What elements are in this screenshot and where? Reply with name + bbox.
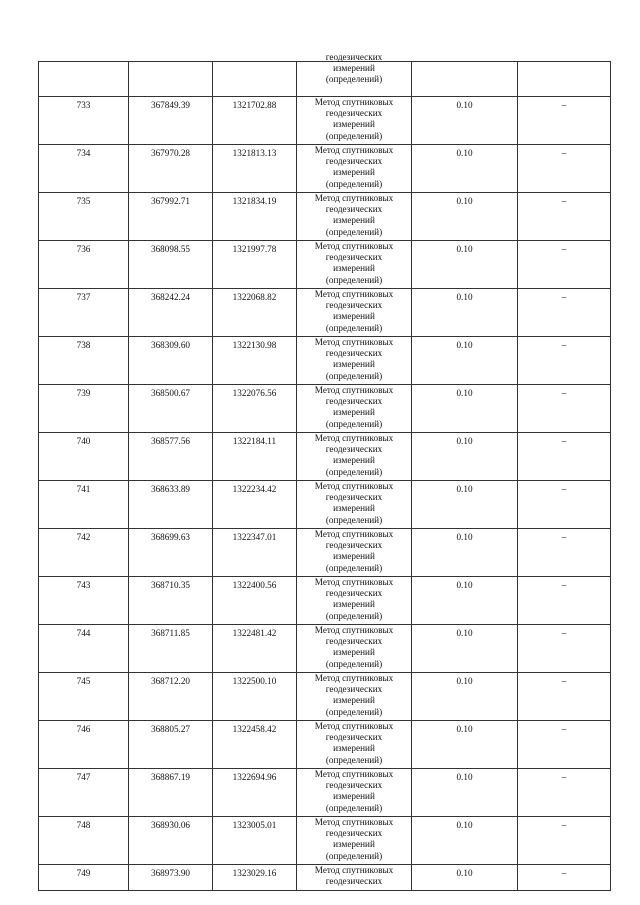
x-coordinate-cell: 368242.24 [129,289,213,337]
point-number-cell: 747 [39,769,129,817]
method-line: геодезических [325,636,383,647]
table-row-continued [39,62,611,97]
accuracy-cell: 0.10 [412,241,518,289]
description-cell: – [518,529,611,577]
y-coordinate-cell: 1322184.11 [213,433,297,481]
y-coordinate-cell: 1323029.16 [213,865,297,891]
method-line: (определений) [325,706,383,717]
accuracy-cell: 0.10 [412,769,518,817]
x-coordinate-cell: 368930.06 [129,817,213,865]
y-coordinate-cell: 1321702.88 [213,97,297,145]
table-row [39,481,611,529]
method-line: измерений [333,839,375,850]
method-cell [297,577,412,625]
point-number-cell: 743 [39,577,129,625]
accuracy-cell: 0.10 [412,529,518,577]
method-line: измерений [333,63,375,74]
method-cell [297,481,412,529]
method-line: геодезических [325,396,383,407]
method-line: Метод спутниковых [314,481,394,491]
description-cell: – [518,145,611,193]
table-row [39,337,611,385]
method-line: (определений) [325,754,383,765]
method-line: (определений) [325,802,383,813]
table-row [39,625,611,673]
x-coordinate-cell: 368309.60 [129,337,213,385]
description-cell: – [518,721,611,769]
method-line: Метод спутниковых [314,289,394,299]
y-coordinate-cell: 1322481.42 [213,625,297,673]
method-line: (определений) [325,226,383,237]
method-line: измерений [333,647,375,658]
description-cell: – [518,817,611,865]
method-line: измерений [333,215,375,226]
description-cell: – [518,385,611,433]
description-cell: – [518,241,611,289]
accuracy-cell: 0.10 [412,481,518,529]
method-line: (определений) [325,418,383,429]
method-line: (определений) [325,370,383,381]
description-cell: – [518,97,611,145]
method-line: Метод спутниковых [314,673,394,683]
method-cell [297,433,412,481]
table-row [39,241,611,289]
accuracy-cell: 0.10 [412,721,518,769]
method-line: Метод спутниковых [314,529,394,539]
method-line: (определений) [325,466,383,477]
x-coordinate-cell: 368098.55 [129,241,213,289]
accuracy-cell: 0.10 [412,145,518,193]
y-coordinate-cell: 1322076.56 [213,385,297,433]
method-line: (определений) [325,130,383,141]
x-coordinate-cell: 367970.28 [129,145,213,193]
method-line: геодезических [325,156,383,167]
point-number-cell: 738 [39,337,129,385]
point-number-cell: 736 [39,241,129,289]
method-cell [297,241,412,289]
method-cell [297,865,412,891]
accuracy-cell: 0.10 [412,865,518,891]
table-row [39,817,611,865]
method-line: (определений) [325,658,383,669]
method-line: (определений) [325,562,383,573]
description-cell: – [518,577,611,625]
method-line: геодезических [325,588,383,599]
method-line: геодезических [325,252,383,263]
method-line: Метод спутниковых [314,385,394,395]
table-row [39,433,611,481]
x-coordinate-cell: 368577.56 [129,433,213,481]
point-number-cell: 741 [39,481,129,529]
method-cell [297,385,412,433]
method-line: геодезических [325,828,383,839]
method-cell [297,145,412,193]
method-line: Метод спутниковых [314,193,394,203]
point-number-cell: 744 [39,625,129,673]
table-row [39,673,611,721]
method-line: (определений) [325,850,383,861]
y-coordinate-cell: 1322694.96 [213,769,297,817]
method-line: Метод спутниковых [314,337,394,347]
description-cell: – [518,625,611,673]
method-cell [297,52,412,97]
point-number-cell: 737 [39,289,129,337]
coordinates-table [38,52,611,891]
accuracy-cell: 0.10 [412,817,518,865]
y-coordinate-cell: 1322068.82 [213,289,297,337]
table-row [39,577,611,625]
method-line: измерений [333,743,375,754]
method-line: Метод спутниковых [314,577,394,587]
accuracy-cell [412,62,518,97]
method-cell [297,289,412,337]
point-number-cell: 740 [39,433,129,481]
method-line: Метод спутниковых [314,769,394,779]
method-line: измерений [333,791,375,802]
table-row [39,145,611,193]
description-cell: – [518,481,611,529]
method-cell [297,625,412,673]
method-line: измерений [333,551,375,562]
x-coordinate-cell: 368805.27 [129,721,213,769]
y-coordinate-cell: 1321997.78 [213,241,297,289]
y-coordinate-cell: 1322234.42 [213,481,297,529]
method-cell [297,97,412,145]
point-number-cell: 749 [39,865,129,891]
point-number-cell: 734 [39,145,129,193]
method-cell [297,769,412,817]
y-coordinate-cell: 1322400.56 [213,577,297,625]
x-coordinate-cell: 367992.71 [129,193,213,241]
method-line: Метод спутниковых [314,433,394,443]
method-line: геодезических [325,780,383,791]
method-line: геодезических [325,52,383,62]
accuracy-cell: 0.10 [412,673,518,721]
method-line: Метод спутниковых [314,865,394,875]
point-number-cell: 748 [39,817,129,865]
x-coordinate-cell: 368712.20 [129,673,213,721]
table-row [39,721,611,769]
method-line: геодезических [325,876,383,887]
x-coordinate-cell: 368500.67 [129,385,213,433]
point-number-cell: 735 [39,193,129,241]
x-coordinate-cell [129,62,213,97]
method-line: Метод спутниковых [314,721,394,731]
method-line: геодезических [325,348,383,359]
method-line: (определений) [325,74,383,85]
method-line: (определений) [325,610,383,621]
method-line: геодезических [325,492,383,503]
method-cell [297,721,412,769]
method-line: измерений [333,311,375,322]
method-line: Метод спутниковых [314,145,394,155]
method-line: измерений [333,263,375,274]
table-body [39,52,611,891]
description-cell: – [518,193,611,241]
description-cell: – [518,769,611,817]
method-line: измерений [333,455,375,466]
description-cell: – [518,289,611,337]
y-coordinate-cell [213,62,297,97]
x-coordinate-cell: 368867.19 [129,769,213,817]
description-cell: – [518,673,611,721]
method-line: измерений [333,407,375,418]
point-number-cell: 742 [39,529,129,577]
x-coordinate-cell: 368710.35 [129,577,213,625]
accuracy-cell: 0.10 [412,577,518,625]
accuracy-cell: 0.10 [412,385,518,433]
x-coordinate-cell: 368633.89 [129,481,213,529]
method-line: геодезических [325,540,383,551]
description-cell [518,62,611,97]
table-row [39,193,611,241]
method-line: геодезических [325,300,383,311]
table-row [39,289,611,337]
y-coordinate-cell: 1322500.10 [213,673,297,721]
method-cell [297,337,412,385]
y-coordinate-cell: 1321813.13 [213,145,297,193]
method-line: измерений [333,599,375,610]
table-row [39,97,611,145]
method-line: измерений [333,119,375,130]
y-coordinate-cell: 1322347.01 [213,529,297,577]
method-line: (определений) [325,514,383,525]
y-coordinate-cell: 1323005.01 [213,817,297,865]
accuracy-cell: 0.10 [412,289,518,337]
table-row [39,769,611,817]
method-line: геодезических [325,732,383,743]
method-line: Метод спутниковых [314,625,394,635]
method-line: Метод спутниковых [314,97,394,107]
accuracy-cell: 0.10 [412,97,518,145]
table-row [39,529,611,577]
table-row [39,865,611,891]
accuracy-cell: 0.10 [412,433,518,481]
method-line: (определений) [325,322,383,333]
x-coordinate-cell: 368711.85 [129,625,213,673]
method-cell [297,193,412,241]
x-coordinate-cell: 368973.90 [129,865,213,891]
point-number-cell: 745 [39,673,129,721]
method-line: геодезических [325,444,383,455]
method-line: измерений [333,359,375,370]
point-number-cell: 739 [39,385,129,433]
table-row [39,385,611,433]
method-line: измерений [333,503,375,514]
method-line: (определений) [325,178,383,189]
method-cell [297,673,412,721]
method-line: геодезических [325,684,383,695]
method-line: измерений [333,695,375,706]
description-cell: – [518,865,611,891]
y-coordinate-cell: 1322130.98 [213,337,297,385]
point-number-cell [39,62,129,97]
accuracy-cell: 0.10 [412,625,518,673]
point-number-cell: 733 [39,97,129,145]
description-cell: – [518,337,611,385]
x-coordinate-cell: 368699.63 [129,529,213,577]
method-line: (определений) [325,274,383,285]
method-line: измерений [333,167,375,178]
method-line: Метод спутниковых [314,241,394,251]
method-line: геодезических [325,108,383,119]
point-number-cell: 746 [39,721,129,769]
method-cell [297,529,412,577]
accuracy-cell: 0.10 [412,337,518,385]
method-line: геодезических [325,204,383,215]
y-coordinate-cell: 1321834.19 [213,193,297,241]
accuracy-cell: 0.10 [412,193,518,241]
method-line: Метод спутниковых [314,817,394,827]
method-cell [297,817,412,865]
x-coordinate-cell: 367849.39 [129,97,213,145]
y-coordinate-cell: 1322458.42 [213,721,297,769]
description-cell: – [518,433,611,481]
